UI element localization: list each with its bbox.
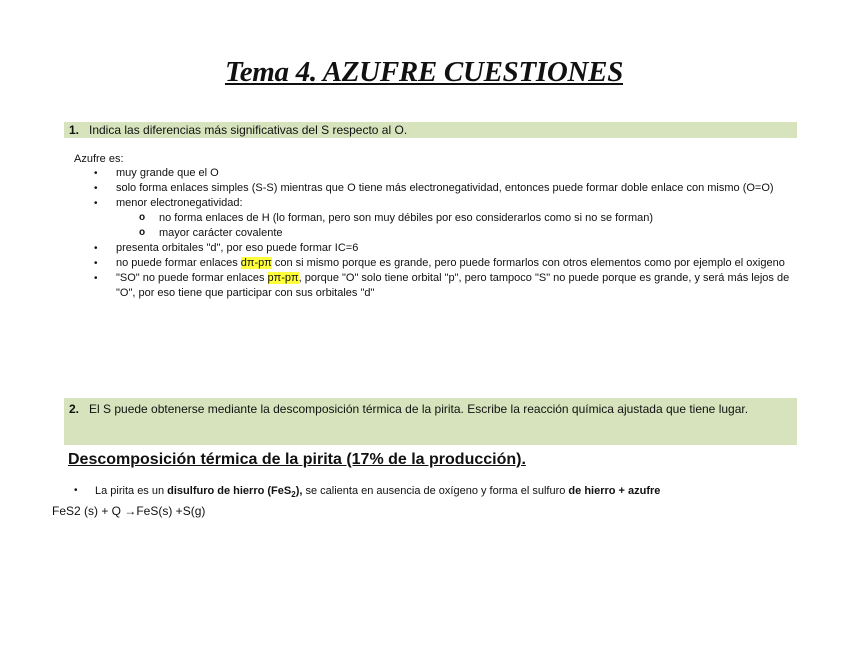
list-item	[94, 241, 790, 256]
answer-1-subbullet-1: no forma enlaces de H (lo forman, pero son muy débiles por eso considerarlos como si no se forman)	[159, 212, 654, 224]
answer-1-list	[94, 166, 790, 301]
list-item	[94, 181, 790, 196]
answer-2-bold-disulfuro: disulfuro de hierro (FeS	[167, 485, 292, 497]
answer-1-bullet-6-post: , porque "O" solo tiene orbital "p", pero tampoco "S" no puede porque es grande, y será más lejos de "O", por eso tiene que participar con sus orbitales "d"	[116, 272, 790, 299]
question-1-text: Indica las diferencias más significativas del S respecto al O.	[89, 123, 408, 137]
list-item	[94, 256, 790, 271]
answer-1-bullet-2: solo forma enlaces simples (S-S) mientras que O tiene más electronegatividad, entonces puede formar doble enlace con mismo (O=O)	[116, 182, 774, 194]
answer-1-bullet-4: presenta orbitales "d", por eso puede formar IC=6	[116, 242, 359, 254]
list-item	[116, 211, 790, 226]
document-title: Tema 4. AZUFRE CUESTIONES	[224, 56, 624, 88]
question-2-text: El S puede obtenerse mediante la descomposición térmica de la pirita. Escribe la reacción química ajustada que tiene lugar.	[89, 402, 749, 416]
answer-2-bullet-pre: La pirita es un	[95, 485, 168, 497]
answer-1-bullet-6-pre: "SO" no puede formar enlaces	[116, 272, 268, 284]
answer-2-subscript: 2	[291, 490, 296, 500]
list-item	[94, 196, 790, 241]
answer-1-bullet-5-pre: no puede formar enlaces	[116, 257, 241, 269]
question-2-number: 2.	[69, 402, 80, 416]
question-2-box	[64, 398, 797, 445]
answer-1-intro: Azufre es:	[74, 153, 124, 165]
section-heading: Descomposición térmica de la pirita (17% de la producción).	[68, 451, 526, 468]
answer-2-bold-close: ),	[295, 485, 303, 497]
list-item	[94, 166, 790, 181]
answer-2-bold-products: de hierro + azufre	[568, 485, 661, 497]
question-1-box	[64, 122, 797, 138]
answer-1-bullet-5-post: con si mismo porque es grande, pero puede formarlos con otros elementos como por ejemplo el oxigeno	[271, 257, 785, 269]
answer-1-bullet-3: menor electronegatividad:	[116, 197, 243, 209]
highlight-d-pi-p-pi: dπ-pπ	[240, 257, 272, 269]
list-item	[74, 485, 774, 499]
list-item	[94, 271, 790, 301]
answer-2-list	[74, 485, 774, 499]
question-1-number: 1.	[69, 123, 80, 137]
answer-1-subbullet-2: mayor carácter covalente	[159, 227, 283, 239]
answer-2-bullet-mid: se calienta en ausencia de oxígeno y forma el sulfuro	[302, 485, 569, 497]
list-item	[116, 226, 790, 241]
answer-1-bullet-1: muy grande que el O	[116, 167, 219, 179]
highlight-p-pi-p-pi: pπ-pπ	[267, 272, 299, 284]
answer-1-sublist	[116, 211, 790, 241]
reaction-equation: FeS2 (s) + Q →FeS(s) +S(g)	[52, 504, 206, 518]
